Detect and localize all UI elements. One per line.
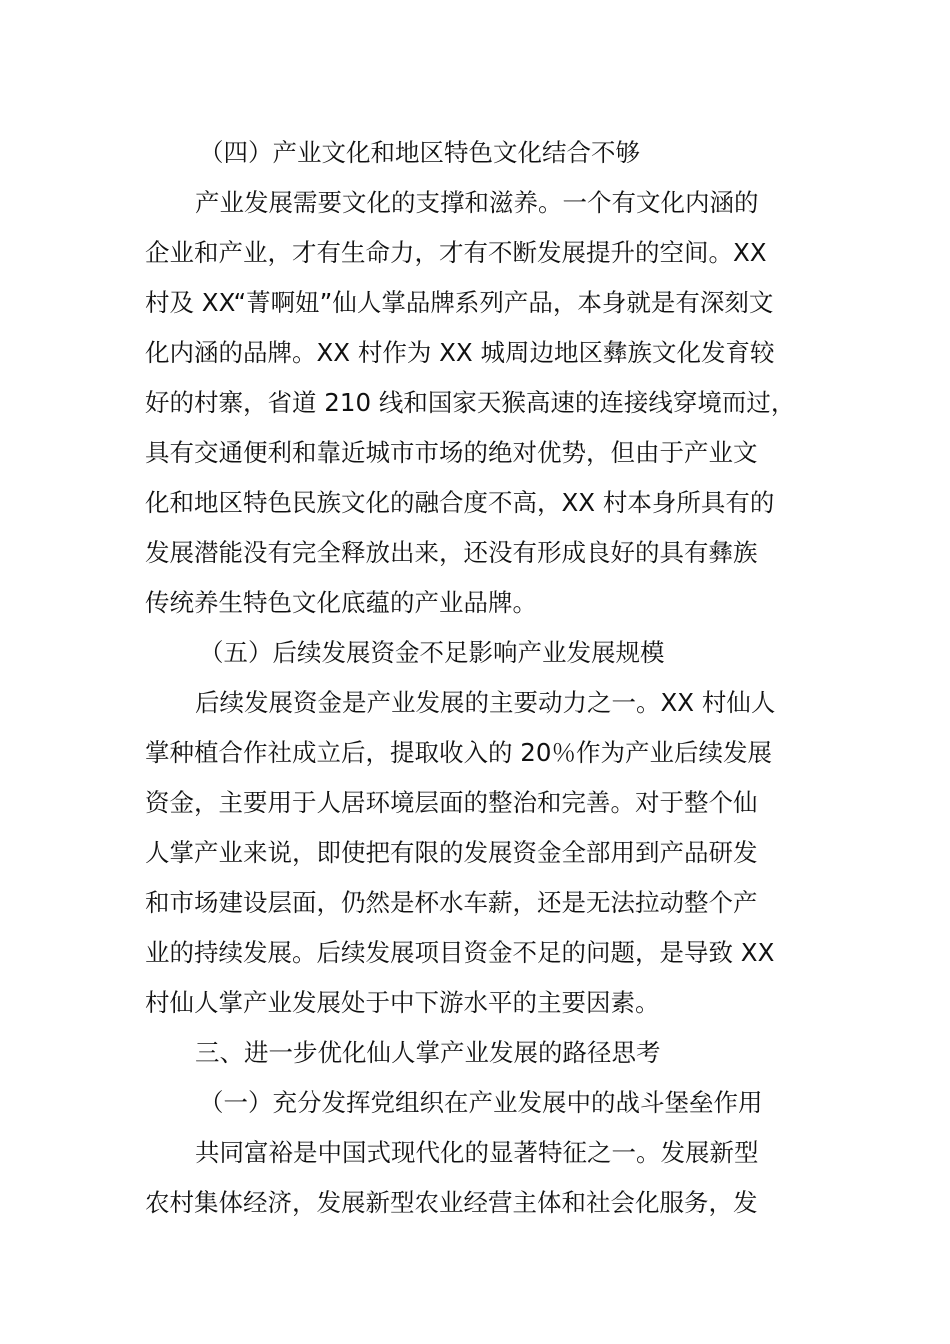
paragraph-culture <box>145 178 810 628</box>
paragraph-line: 后续发展资金是产业发展的主要动力之一。XX 村仙人 <box>195 688 776 717</box>
subheading-1: （一）充分发挥党组织在产业发展中的战斗堡垒作用 <box>199 1088 763 1117</box>
paragraph-line: 掌种植合作社成立后，提取收入的 20％作为产业后续发展 <box>145 738 772 767</box>
subheading-4: （四）产业文化和地区特色文化结合不够 <box>199 138 640 167</box>
document-body <box>145 128 810 1228</box>
paragraph-line: 共同富裕是中国式现代化的显著特征之一。发展新型 <box>195 1138 759 1167</box>
paragraph-line: 化和地区特色民族文化的融合度不高，XX 村本身所具有的 <box>145 488 775 517</box>
section-heading-3: 三、进一步优化仙人掌产业发展的路径思考 <box>195 1038 661 1067</box>
paragraph-line: 企业和产业，才有生命力，才有不断发展提升的空间。XX <box>145 238 767 267</box>
paragraph-line: 业的持续发展。后续发展项目资金不足的问题，是导致 XX <box>145 938 775 967</box>
subheading-5: （五）后续发展资金不足影响产业发展规模 <box>199 638 665 667</box>
paragraph-line: 人掌产业来说，即使把有限的发展资金全部用到产品研发 <box>145 838 758 867</box>
paragraph-funding <box>145 678 810 1028</box>
paragraph-line: 发展潜能没有完全释放出来，还没有形成良好的具有彝族 <box>145 538 758 567</box>
paragraph-line: 村仙人掌产业发展处于中下游水平的主要因素。 <box>145 988 660 1017</box>
paragraph-line: 传统养生特色文化底蕴的产业品牌。 <box>145 588 537 617</box>
paragraph-prosperity <box>145 1128 810 1228</box>
paragraph-line: 和市场建设层面，仍然是杯水车薪，还是无法拉动整个产 <box>145 888 758 917</box>
paragraph-line: 农村集体经济，发展新型农业经营主体和社会化服务，发 <box>145 1188 758 1217</box>
paragraph-line: 具有交通便利和靠近城市市场的绝对优势，但由于产业文 <box>145 438 758 467</box>
paragraph-line: 村及 XX“菁啊妞”仙人掌品牌系列产品，本身就是有深刻文 <box>145 288 774 317</box>
paragraph-line: 化内涵的品牌。XX 村作为 XX 城周边地区彝族文化发育较 <box>145 338 775 367</box>
paragraph-line: 资金，主要用于人居环境层面的整治和完善。对于整个仙 <box>145 788 758 817</box>
paragraph-line: 好的村寨，省道 210 线和国家天猴高速的连接线穿境而过， <box>145 388 796 417</box>
paragraph-line: 产业发展需要文化的支撑和滋养。一个有文化内涵的 <box>195 188 759 217</box>
